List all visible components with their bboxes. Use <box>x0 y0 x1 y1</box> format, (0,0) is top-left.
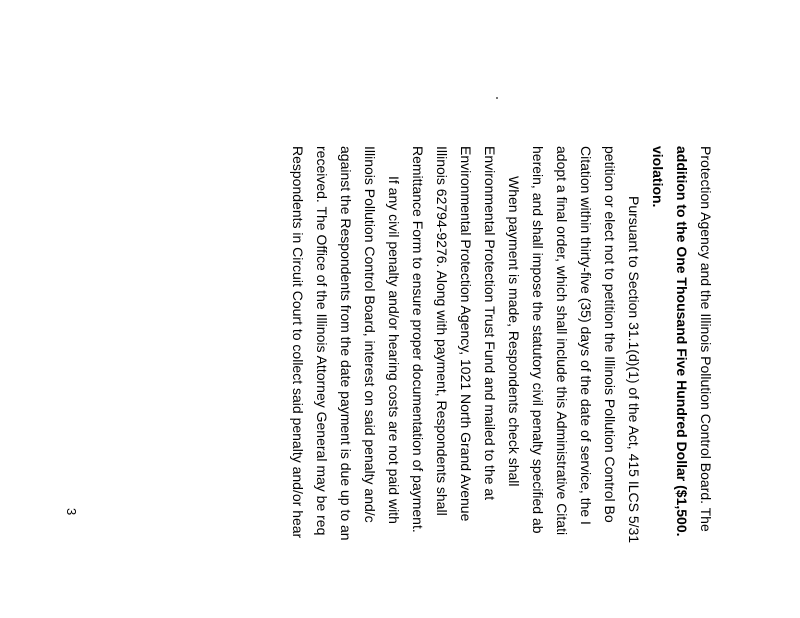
body-text-line: Citation within thirty-five (35) days of the date of service, the I <box>578 146 594 525</box>
body-text-line: herein, and shall impose the statutory civil penalty specified ab <box>530 146 546 534</box>
body-text-line: Protection Agency and the Illinois Pollution Control Board. The <box>698 146 714 532</box>
body-text-line: Pursuant to Section 31.1(d)(1) of the Act, 415 ILCS 5/31 <box>626 196 642 544</box>
body-text-line: petition or elect not to petition the Illinois Pollution Control Bo <box>602 146 618 523</box>
body-text-line: If any civil penalty and/or hearing costs are not paid with <box>386 176 402 524</box>
body-text-line: Environmental Protection Agency, 1021 North Grand Avenue <box>458 146 474 522</box>
body-text-line: Respondents in Circuit Court to collect said penalty and/or hear <box>290 146 306 539</box>
page-number: 3 <box>64 508 79 516</box>
body-text-line: violation. <box>650 146 666 208</box>
body-text-line: Illinois 62794-9276. Along with payment, Respondents shall <box>434 146 450 516</box>
scan-speck <box>496 97 498 99</box>
body-text-line: Environmental Protection Trust Fund and mailed to the at <box>482 146 498 501</box>
body-text-line: received. The Office of the Illinois Attorney General may be req <box>314 146 330 536</box>
body-text-line: Illinois Pollution Control Board, interest on said penalty and/c <box>362 146 378 523</box>
body-text-line: When payment is made, Respondents check shall <box>506 176 522 487</box>
body-text-line: Remittance Form to ensure proper documentation of payment. <box>410 146 426 533</box>
body-text-line: against the Respondents from the date payment is due up to an <box>338 146 354 541</box>
body-text-line: adopt a final order, which shall include this Administrative Citati <box>554 146 570 536</box>
body-text-line: addition to the One Thousand Five Hundred Dollar ($1,500. <box>674 146 690 537</box>
